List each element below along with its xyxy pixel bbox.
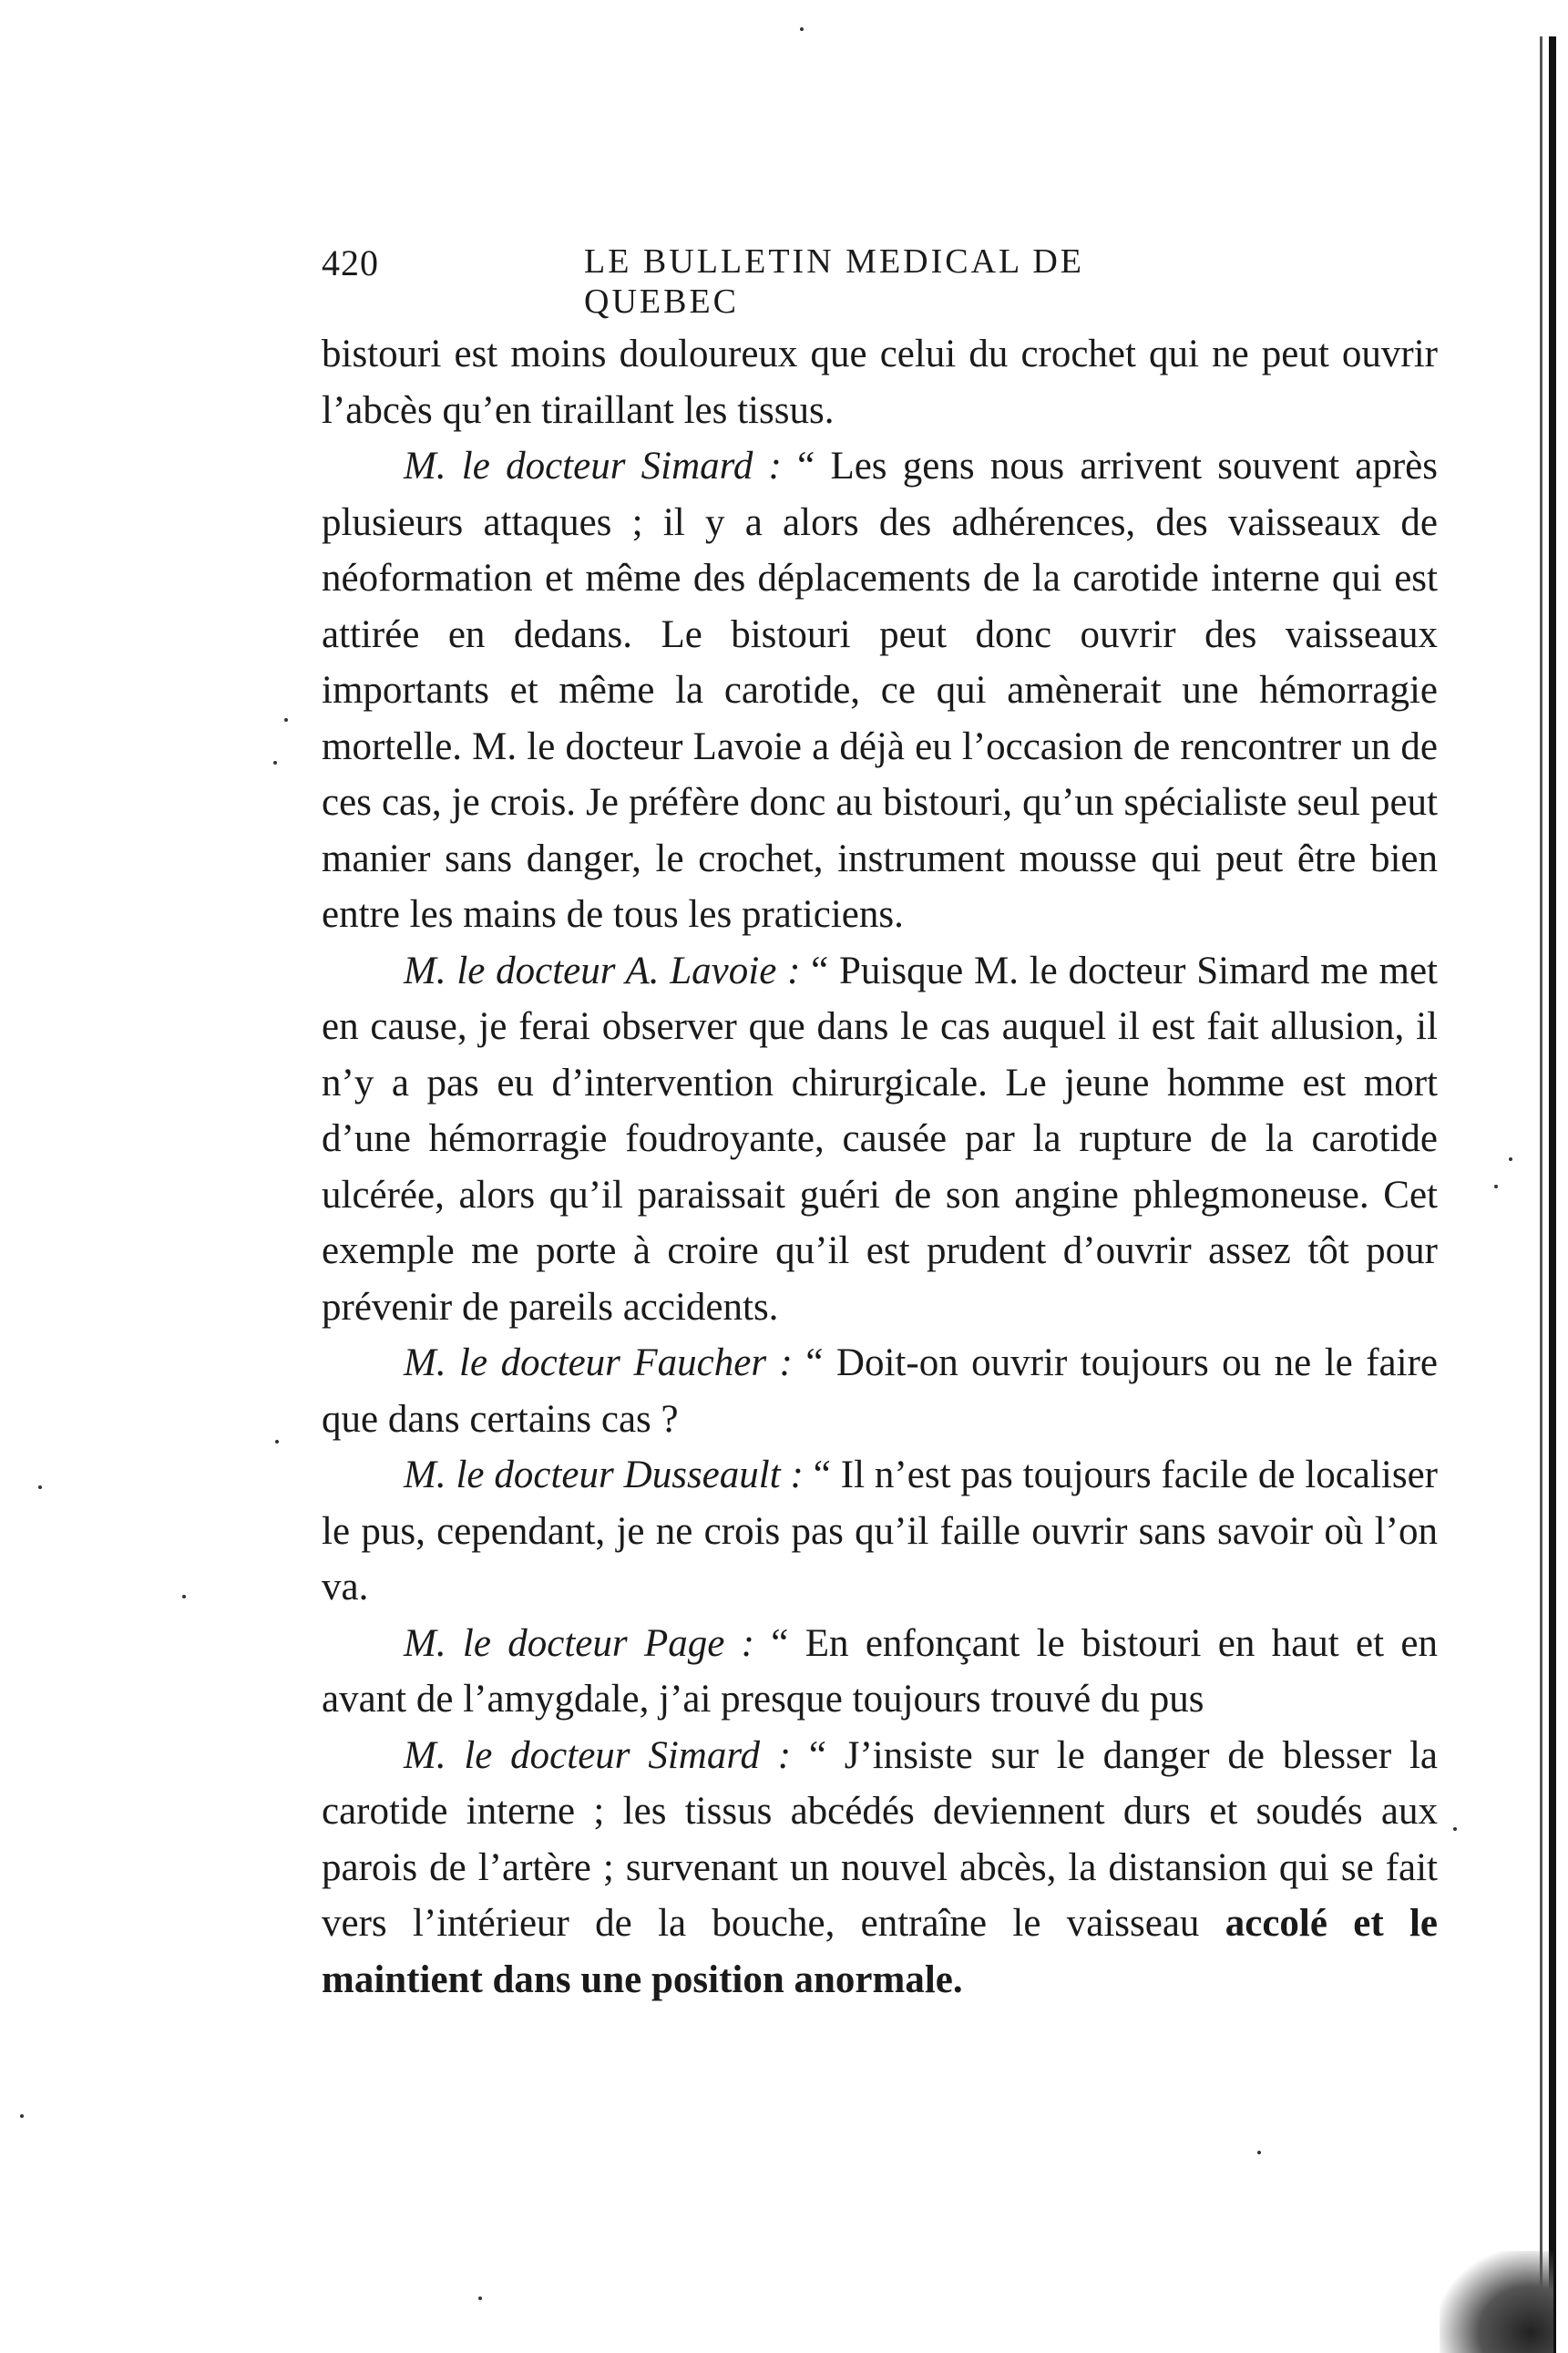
paragraph-bold-tail: accolé et le maintient dans une position anormale. bbox=[322, 1902, 1439, 2001]
paragraph-lavoie bbox=[322, 943, 1438, 1336]
scan-speck bbox=[284, 718, 288, 722]
paragraph-text: “ En enfonçant le bistouri en haut et en avant de l’amygdale, j’ai presque toujours trouvé du pus bbox=[322, 1621, 1439, 1721]
scan-speck bbox=[182, 1595, 186, 1598]
page-number: 420 bbox=[322, 242, 379, 283]
paragraph-text: “ Doit-on ouvrir toujours ou ne le faire que dans certains cas ? bbox=[322, 1341, 1438, 1441]
speaker-name: M. le docteur A. Lavoie : bbox=[404, 949, 801, 992]
scan-speck bbox=[1257, 2151, 1261, 2154]
speaker-name: M. le docteur Simard : bbox=[404, 445, 782, 488]
running-title: LE BULLETIN MEDICAL DE QUEBEC bbox=[584, 242, 1084, 321]
scan-edge-shadow bbox=[1540, 36, 1542, 2353]
speaker-name: M. le docteur Dusseault : bbox=[404, 1454, 804, 1496]
paragraph-dusseault bbox=[322, 1447, 1438, 1616]
scan-speck bbox=[1453, 1827, 1457, 1831]
paragraph-continuation bbox=[322, 326, 1438, 438]
scan-edge-border bbox=[1549, 36, 1556, 2353]
paragraph-text: “ Les gens nous arrivent souvent après plusieurs attaques ; il y a alors des adhérences, des vaisseaux de néoformation et même des déplacements de la carotide interne qui est attirée en dedans. Le bistouri peut donc ouvrir des vaisseaux importants et même la carotide, ce qui amènerait une hémorragie mortelle. M. le docteur Lavoie a déjà eu l’occasion de rencontrer un de ces cas, je crois. Je préfère donc au bistouri, qu’un spécialiste seul peut manier sans danger, le crochet, instrument mousse qui peut être bien entre les mains de tous les praticiens. bbox=[322, 445, 1438, 936]
speaker-name: M. le docteur Simard : bbox=[404, 1733, 792, 1777]
page-header bbox=[322, 241, 1224, 321]
scan-speck bbox=[273, 761, 277, 765]
paragraph-text: “ Puisque M. le docteur Simard me met en cause, je ferai observer que dans le cas auquel il est fait allusion, il n’y a pas eu d’intervention chirurgicale. Le jeune homme est mort d’une hémorragie foudroyante, causée par la rupture de la carotide ulcérée, alors qu’il paraissait guéri de son angine phlegmoneuse. Cet exemple me porte à croire qu’il est prudent d’ouvrir assez tôt pour prévenir de pareils accidents. bbox=[322, 949, 1438, 1329]
scan-speck bbox=[38, 1485, 42, 1489]
paragraph-simard-1 bbox=[322, 438, 1438, 943]
scan-speck bbox=[1494, 1185, 1498, 1188]
speaker-name: M. le docteur Faucher : bbox=[404, 1341, 793, 1384]
paragraph-faucher bbox=[322, 1335, 1438, 1447]
paragraph-text: “ Il n’est pas toujours facile de localiser le pus, cependant, je ne crois pas qu’il faille ouvrir sans savoir où l’on va. bbox=[322, 1454, 1438, 1608]
speaker-name: M. le docteur Page : bbox=[404, 1621, 754, 1665]
body-text bbox=[322, 326, 1438, 2008]
scan-speck bbox=[800, 27, 804, 31]
scan-corner-blot bbox=[1440, 2251, 1553, 2353]
scan-speck bbox=[20, 2114, 24, 2118]
paragraph-simard-2 bbox=[322, 1728, 1438, 2009]
paragraph-text: “ J’insiste sur le danger de blesser la carotide interne ; les tissus abcédés deviennent durs et soudés aux parois de l’artère ; survenant un nouvel abcès, la distansion qui se fait vers l’intérieur de la bouche, entraîne le vaisseau bbox=[322, 1733, 1438, 1945]
paragraph-text: bistouri est moins douloureux que celui du crochet qui ne peut ouvrir l’abcès qu’en tiraillant les tissus. bbox=[322, 333, 1438, 432]
paragraph-page bbox=[322, 1616, 1438, 1728]
scan-speck bbox=[1509, 1157, 1512, 1161]
scan-speck bbox=[275, 1440, 279, 1444]
scan-speck bbox=[478, 2296, 482, 2300]
